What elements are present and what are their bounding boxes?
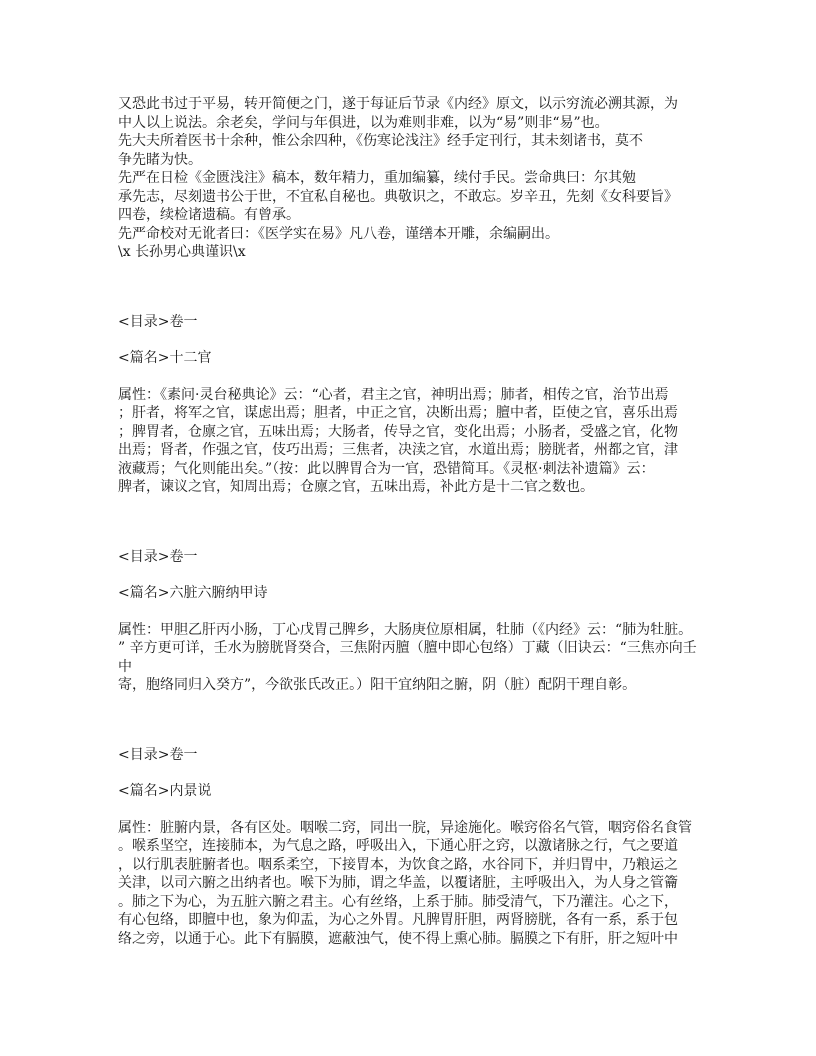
text-line: 先严命校对无讹者曰：《医学实在易》凡八卷，谨缮本开雕，余编嗣出。 xyxy=(118,225,559,242)
text-line: ；肝者，将军之官，谋虑出焉；胆者，中正之官，决断出焉；膻中者，臣使之官，喜乐出焉 xyxy=(118,405,678,421)
text-line: 。喉系坚空，连接肺本，为气息之路，呼吸出入，下通心肝之窍，以激诸脉之行，气之要道 xyxy=(118,838,678,854)
spacer xyxy=(118,695,698,746)
text-line: 寄，胞络同归入癸方”，今欲张氏改正。）阳干宜纳阳之腑，阴（脏）配阴干理自彰。 xyxy=(118,677,637,693)
catalog-heading: <目录>卷一 xyxy=(118,548,198,565)
catalog-heading: <目录>卷一 xyxy=(118,313,198,330)
text-line: 先严在日检《金匮浅注》稿本，数年精力，重加编纂，续付手民。尝命典曰：尔其勉 xyxy=(118,170,636,186)
text-line: 又恐此书过于平易，转开简便之门，遂于每证后节录《内经》原文，以示穷流必溯其源，为 xyxy=(118,96,678,112)
text-line: 。肺之下为心，为五脏六腑之君主。心有丝络，上系于肺。肺受清气，下乃灌注。心之下， xyxy=(118,893,678,910)
text-line: 液藏焉；气化则能出矣。”（按：此以脾胃合为一官，恐错简耳。《灵枢·刺法补遗篇》云： xyxy=(118,460,655,477)
catalog-heading: <目录>卷一 xyxy=(118,746,198,763)
text-line: 中 xyxy=(118,658,132,675)
text-line: 有心包络，即膻中也，象为仰盂，为心之外胃。凡脾胃肝胆，两肾膀胱，各有一系，系于包 xyxy=(118,912,678,928)
text-line: ；脾胃者，仓廪之官，五味出焉；大肠者，传导之官，变化出焉；小肠者，受盛之官，化物 xyxy=(118,423,678,440)
text-line: 脾者，谏议之官，知周出焉；仓廪之官，五味出焉，补此方是十二官之数也。 xyxy=(118,479,594,495)
section-inner-view xyxy=(118,746,698,949)
text-line: 关津，以司六腑之出纳者也。喉下为肺，谓之华盖，以覆诸脏，主呼吸出入，为人身之管籥 xyxy=(118,875,678,891)
section-six-organs-poem xyxy=(118,548,698,695)
section-twelve-officials xyxy=(118,313,698,497)
text-line: 中人以上说法。余老矣，学问与年俱进，以为难则非难，以为“易”则非“易”也。 xyxy=(118,114,609,131)
section-title: <篇名>内景说 xyxy=(118,783,212,799)
section-title: <篇名>六脏六腑纳甲诗 xyxy=(118,585,268,601)
spacer xyxy=(118,497,698,548)
text-line: 属性：甲胆乙肝丙小肠，丁心戊胃己脾乡，大肠庚位原相属，牡肺（《内经》云：“肺为牡脏。 xyxy=(118,621,693,638)
text-line: 争先睹为快。 xyxy=(118,151,202,168)
text-line: 属性：脏腑内景，各有区处。咽喉二窍，同出一脘，异途施化。喉窍俗名气管，咽窍俗名食管 xyxy=(118,819,692,836)
text-line: 出焉；肾者，作强之官，伎巧出焉；三焦者，决渎之官，水道出焉；膀胱者，州都之官，津 xyxy=(118,442,678,458)
text-line: 络之旁，以通于心。此下有膈膜，遮蔽浊气，使不得上熏心肺。膈膜之下有肝，肝之短叶中 xyxy=(118,930,678,947)
text-line: 属性：《素问·灵台秘典论》云：“心者，君主之官，神明出焉；肺者，相传之官，治节出焉 xyxy=(118,386,669,403)
section-title: <篇名>十二官 xyxy=(118,350,212,366)
document-page xyxy=(118,95,698,948)
signature-line: \x 长孙男心典谨识\x xyxy=(118,244,246,260)
text-line: 承先志，尽刻遗书公于世，不宜私自秘也。典敬识之，不敢忘。岁辛丑，先刻《女科要旨》 xyxy=(118,188,678,205)
text-line: ，以行肌表脏腑者也。咽系柔空，下接胃本，为饮食之路，水谷同下，并归胃中，乃粮运之 xyxy=(118,856,678,873)
text-line: 四卷，续检诸遗稿。有曾承。 xyxy=(118,207,300,223)
spacer xyxy=(118,262,698,313)
text-line: 先大夫所着医书十余种，惟公余四种，《伤寒论浅注》经手定刊行，其未刻诸书，莫不 xyxy=(118,133,643,149)
text-line: ” 辛方更可详，壬水为膀胱肾癸合，三焦附丙膻（膻中即心包络）丁藏（旧诀云：“三焦亦向壬 xyxy=(118,640,697,656)
preface-block xyxy=(118,95,698,262)
